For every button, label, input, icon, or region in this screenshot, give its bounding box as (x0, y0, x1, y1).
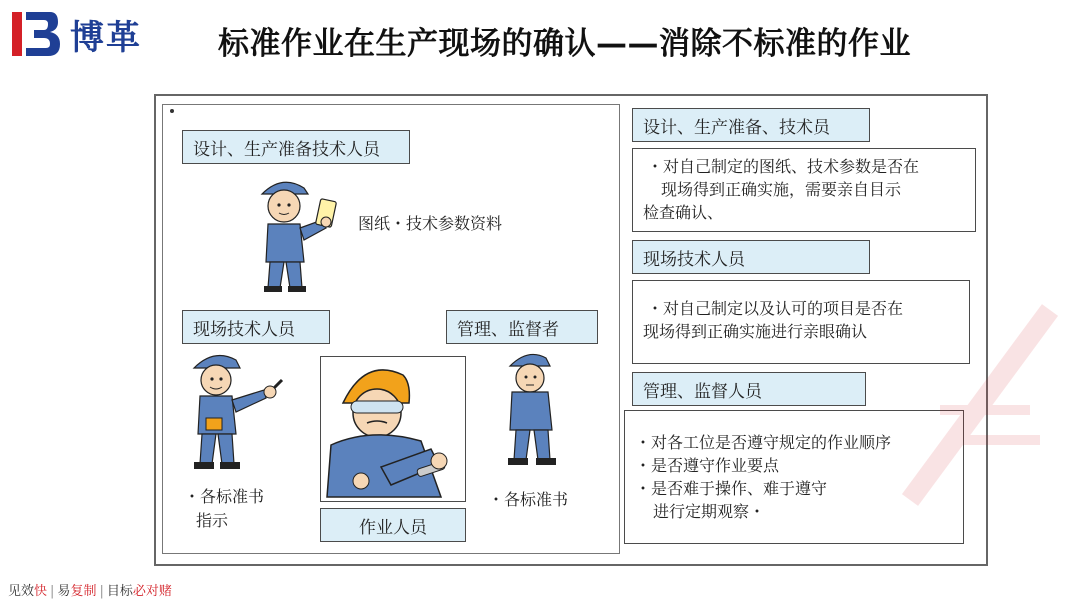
slogan-part3: 目标必对赌 (106, 584, 172, 599)
manager-role-label: 管理、监督人员 (632, 372, 866, 406)
brand-watermark-icon (900, 300, 1060, 520)
site-role-label: 现场技术人员 (632, 240, 870, 274)
site-tech-figure (186, 346, 286, 474)
worker-label: 作业人员 (320, 508, 466, 542)
manager-label: 管理、监督者 (446, 310, 598, 344)
worker-figure (321, 357, 465, 501)
bullet-dot (170, 109, 174, 113)
manager-note-line: ・是否难于操作、难于遵守 (635, 479, 828, 498)
manager-note-line: ・是否遵守作业要点 (635, 456, 780, 475)
drawings-caption: 图纸・技术参数资料 (358, 214, 503, 233)
site-note-line: ・对自己制定以及认可的项目是否在 (647, 299, 904, 318)
design-note-line: 检查确认、 (643, 203, 724, 222)
slogan-part1: 见效快 (8, 584, 48, 599)
slogan-part2: 易复制 (57, 584, 97, 599)
manager-note-line: ・对各工位是否遵守规定的作业顺序 (635, 433, 892, 452)
design-role-note (632, 148, 976, 232)
site-caption-line1: ・各标准书 (184, 487, 265, 506)
slide-header (0, 0, 1080, 78)
brand-name: 博革 (70, 17, 142, 58)
design-note-line: ・对自己制定的图纸、技术参数是否在 (647, 157, 920, 176)
site-note-line: 现场得到正确实施进行亲眼确认 (643, 322, 868, 341)
manager-note-line: 进行定期观察・ (653, 502, 766, 521)
design-note-line: 现场得到正确实施，需要亲自目示 (661, 180, 902, 199)
footer-slogan: 见效快 | 易复制 | 目标必对赌 (8, 584, 172, 599)
design-role-label: 设计、生产准备、技术员 (632, 108, 870, 142)
design-staff-label: 设计、生产准备技术人员 (182, 130, 410, 164)
brand-logo (10, 8, 142, 60)
manager-figure (498, 346, 572, 470)
manager-caption: ・各标准书 (488, 490, 569, 509)
worker-picture-frame (320, 356, 466, 502)
slide-title: 标准作业在生产现场的确认——消除不标准的作业 (218, 26, 911, 62)
site-tech-label: 现场技术人员 (182, 310, 330, 344)
engineer-figure (252, 170, 344, 294)
brand-logo-icon (10, 8, 62, 60)
site-caption-line2: 指示 (196, 511, 229, 530)
